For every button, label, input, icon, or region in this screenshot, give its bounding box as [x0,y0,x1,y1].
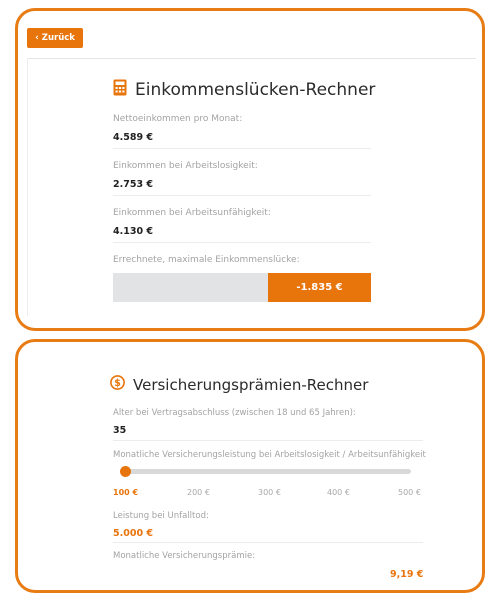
slider-tick-400: 400 € [327,488,350,497]
disability-income-label: Einkommen bei Arbeitsunfähigkeit: [113,208,271,218]
header-divider [27,58,476,59]
age-label: Alter bei Vertragsabschluss (zwischen 18 und 65 Jahren): [113,408,356,418]
back-button[interactable] [27,28,83,48]
disability-income-underline [113,242,371,243]
age-input[interactable]: 35 [113,425,127,436]
unemployment-income-underline [113,195,371,196]
benefit-slider-track[interactable] [125,469,411,474]
net-income-underline [113,148,371,149]
page-title: Einkommenslücken-Rechner [135,79,376,100]
disability-income-value[interactable]: 4.130 € [113,226,153,237]
unemployment-income-value[interactable]: 2.753 € [113,179,153,190]
unemployment-income-label: Einkommen bei Arbeitslosigkeit: [113,161,258,171]
income-gap-calculator-card [15,8,485,331]
slider-tick-500: 500 € [398,488,421,497]
dollar-coin-icon [110,375,125,394]
net-income-label: Nettoeinkommen pro Monat: [113,114,243,124]
svg-text:$: $ [114,378,121,389]
accident-death-benefit-value: 5.000 € [113,528,153,539]
calculator-icon [113,79,127,100]
monthly-premium-label: Monatliche Versicherungsprämie: [113,551,256,561]
chevron-left-icon: ‹ [35,32,39,43]
slider-tick-300: 300 € [258,488,281,497]
benefit-label: Monatliche Versicherungsleistung bei Arbeitslosigkeit / Arbeitsunfähigkeit [113,450,426,460]
accident-death-benefit-label: Leistung bei Unfalltod: [113,511,209,521]
panel-border [27,58,28,316]
income-gap-bar [113,273,371,302]
income-calculator-header [113,79,375,100]
age-underline [113,440,423,441]
monthly-premium-value: 9,19 € [390,569,424,580]
net-income-value[interactable]: 4.589 € [113,132,153,143]
benefit-slider-thumb[interactable] [120,466,131,477]
premium-calculator-title: Versicherungsprämien-Rechner [133,375,369,394]
income-gap-label: Errechnete, maximale Einkommenslücke: [113,255,300,265]
insurance-premium-calculator-card [15,339,485,593]
income-gap-value: -1.835 € [268,273,371,302]
slider-tick-100: 100 € [113,488,139,497]
back-button-label: Zurück [41,33,75,43]
slider-tick-200: 200 € [187,488,210,497]
death-benefit-underline [113,542,423,543]
premium-calculator-header [110,375,368,394]
